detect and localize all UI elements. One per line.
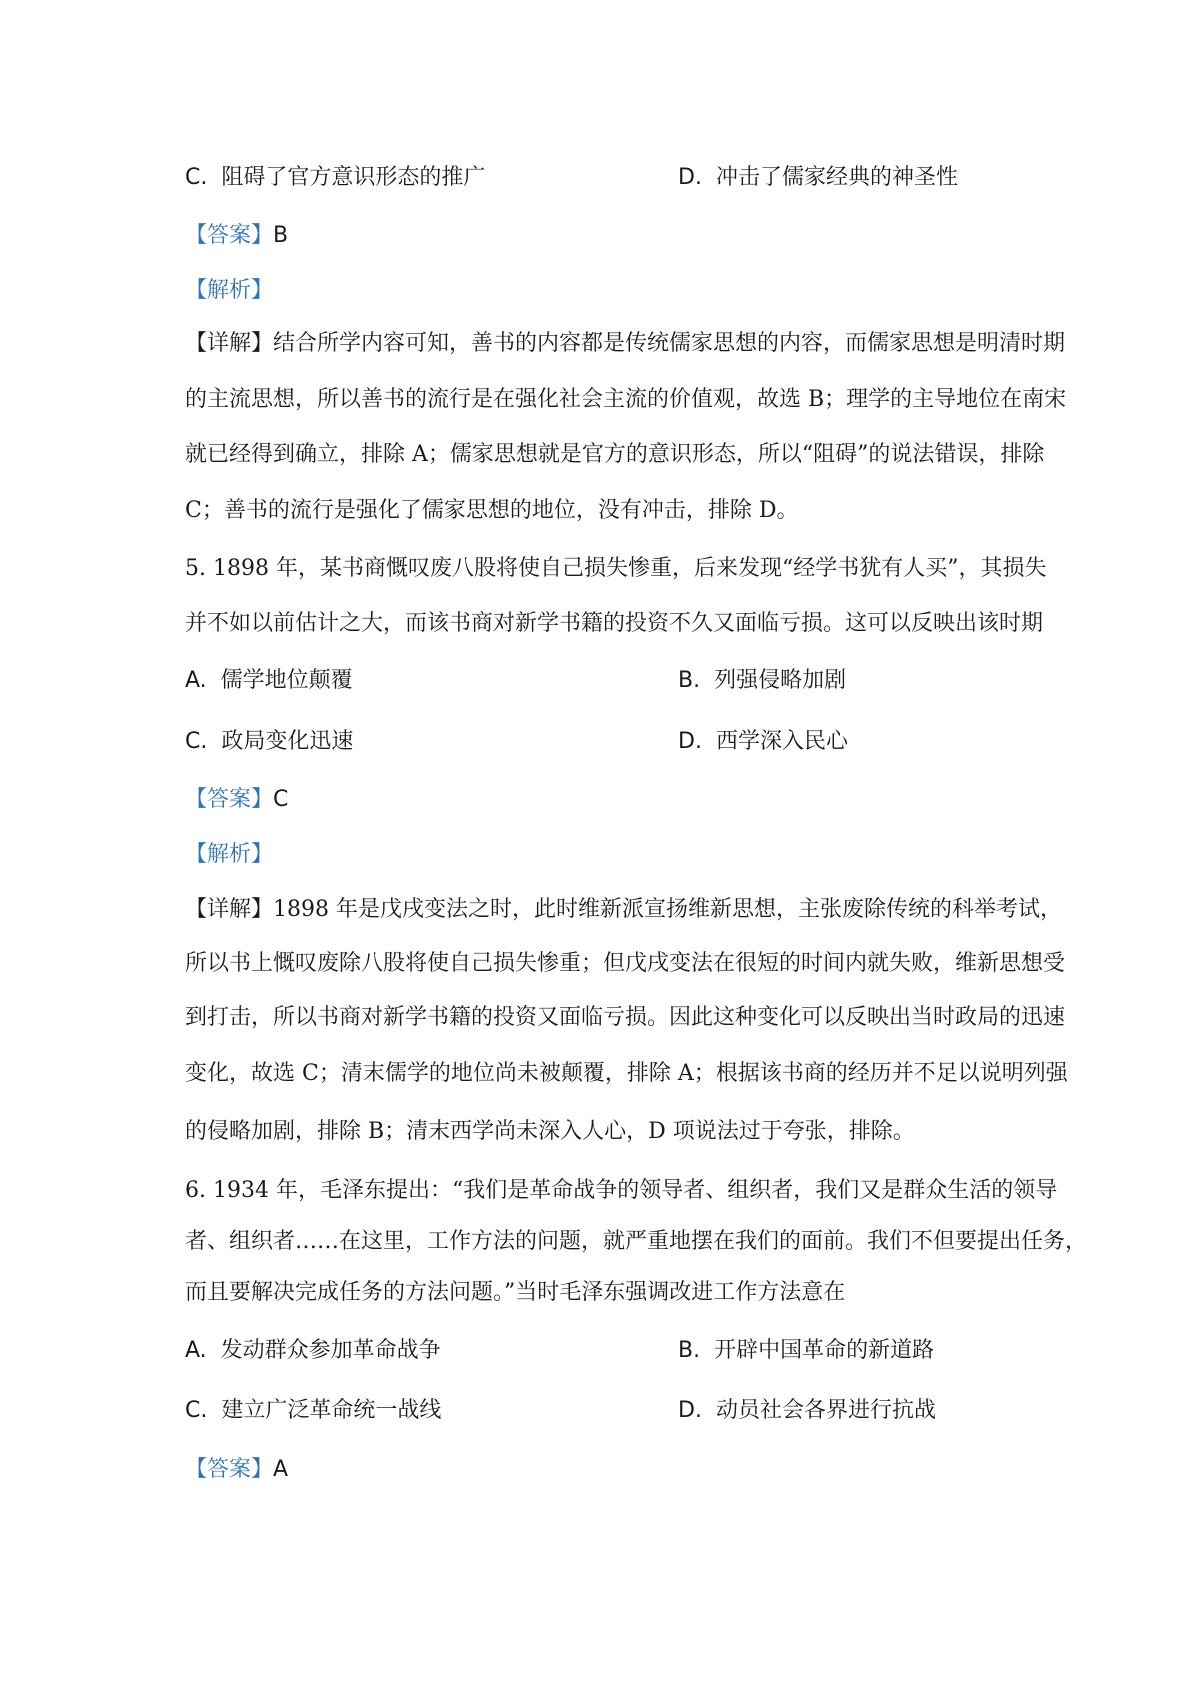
q5-detail-line-4: 变化，故选 C；清末儒学的地位尚未被颠覆，排除 A；根据该书商的经历并不足以说明列强 — [185, 1061, 1068, 1086]
q6-option-a: A. 发动群众参加革命战争 — [185, 1338, 441, 1363]
q5-option-a: A. 儒学地位颠覆 — [185, 668, 353, 693]
q5-option-b: B. 列强侵略加剧 — [678, 668, 847, 693]
q5-detail-line-5: 的侵略加剧，排除 B；清末西学尚未深入人心，D 项说法过于夸张，排除。 — [185, 1119, 915, 1144]
q6-stem-line-1: 6. 1934 年，毛泽东提出：“我们是革命战争的领导者、组织者，我们又是群众生活的领导 — [185, 1178, 1058, 1203]
q6-option-c: C. 建立广泛革命统一战线 — [185, 1398, 442, 1423]
q6-option-b: B. 开辟中国革命的新道路 — [678, 1338, 935, 1363]
q5-detail-line-1: 【详解】1898 年是戊戌变法之时，此时维新派宣扬维新思想，主张废除传统的科举考试， — [185, 897, 1062, 922]
q5-detail-line-2: 所以书上慨叹废除八股将使自己损失惨重；但戊戌变法在很短的时间内就失败，维新思想受 — [185, 951, 1066, 976]
q6-stem-line-2: 者、组织者……在这里，工作方法的问题，就严重地摆在我们的面前。我们不但要提出任务， — [185, 1229, 1088, 1254]
q5-option-c: C. 政局变化迅速 — [185, 729, 354, 754]
q4-option-c: C. 阻碍了官方意识形态的推广 — [185, 165, 486, 190]
q6-stem-line-3: 而且要解决完成任务的方法问题。”当时毛泽东强调改进工作方法意在 — [185, 1280, 846, 1305]
q5-stem-line-2: 并不如以前估计之大，而该书商对新学书籍的投资不久又面临亏损。这可以反映出该时期 — [185, 611, 1044, 636]
q5-answer: 【答案】C — [185, 787, 289, 812]
q4-detail-line-4: C；善书的流行是强化了儒家思想的地位，没有冲击，排除 D。 — [185, 498, 799, 523]
q4-detail-line-1: 【详解】结合所学内容可知，善书的内容都是传统儒家思想的内容，而儒家思想是明清时期 — [185, 331, 1066, 356]
q4-detail-line-3: 就已经得到确立，排除 A；儒家思想就是官方的意识形态，所以“阻碍”的说法错误，排除 — [185, 442, 1045, 467]
q4-detail-line-2: 的主流思想，所以善书的流行是在强化社会主流的价值观，故选 B；理学的主导地位在南宋 — [185, 387, 1067, 412]
q5-analysis-label: 【解析】 — [185, 842, 274, 867]
q5-detail-line-3: 到打击，所以书商对新学书籍的投资又面临亏损。因此这种变化可以反映出当时政局的迅速 — [185, 1005, 1066, 1030]
q4-answer: 【答案】B — [185, 223, 289, 248]
q6-answer: 【答案】A — [185, 1457, 289, 1482]
q5-option-d: D. 西学深入民心 — [678, 729, 848, 754]
q6-option-d: D. 动员社会各界进行抗战 — [678, 1398, 936, 1423]
q5-stem-line-1: 5. 1898 年，某书商慨叹废八股将使自己损失惨重，后来发现“经学书犹有人买”，其损失 — [185, 556, 1047, 581]
q4-analysis-label: 【解析】 — [185, 278, 274, 303]
q4-option-d: D. 冲击了儒家经典的神圣性 — [678, 165, 958, 190]
